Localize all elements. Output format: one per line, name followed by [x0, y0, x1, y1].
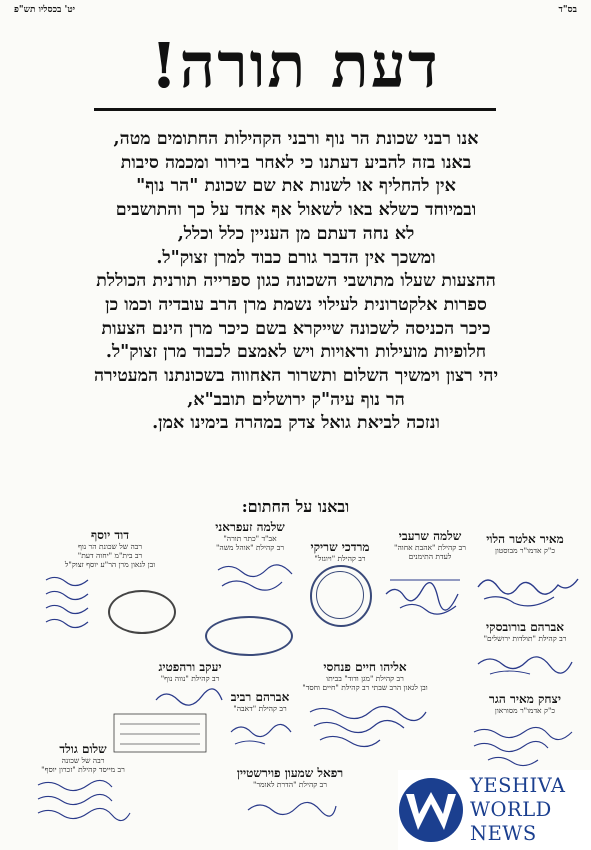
signature-handwriting	[300, 700, 440, 750]
signer-name: אליהו חיים פנחסי	[323, 660, 407, 674]
signature-handwriting	[210, 556, 310, 616]
signer-title: רב קהילת "הדרת לאומר"	[253, 780, 327, 789]
signature-eliyahu-pinchasi	[290, 660, 440, 692]
signature-handwriting	[30, 775, 140, 825]
signature-shlomo-zafrani	[195, 520, 305, 552]
signature-shlomo-sharabi	[380, 529, 480, 561]
signer-name: דוד יוסף	[90, 528, 130, 542]
signer-title: רב קהילת "דאבה"	[233, 704, 287, 713]
signature-handwriting	[225, 718, 300, 752]
rabbinical-stamp	[205, 616, 293, 656]
stamp-inner-ring	[316, 571, 364, 619]
signer-title: רב קהילת "אהבת אחוה" לעדת התימנים	[394, 543, 466, 561]
signer-name: שלמה זעפראני	[215, 520, 285, 534]
signature-handwriting	[380, 570, 475, 616]
signature-handwriting	[470, 650, 580, 680]
signer-title: כ"ק אדמו"ר מסוראון	[494, 706, 556, 715]
body-line: אין להחליף או לשנות את שם שכונת "הר נוף"	[136, 176, 456, 197]
signer-name: מאיר אלטר הלוי	[486, 532, 564, 546]
body-line: יהי רצון וימשיך השלום ותשרור האחווה בשכונתנו המעטירה	[93, 366, 499, 387]
signer-title: רבה של שכונה רב מייסד קהילת "זכרון יוסף"	[41, 756, 125, 774]
body-line: אנו רבני שכונת הר נוף ורבני הקהילות החתומים מטה,	[113, 129, 479, 149]
yeshiva-world-news-logo	[398, 770, 591, 850]
signer-title: רב קהילת "ויוגזל"	[314, 554, 366, 563]
signer-title: רב קהילת "תולדות ירושלים"	[483, 634, 567, 643]
signature-refael-shimon	[225, 766, 355, 789]
logo-wordmark	[470, 774, 566, 846]
signer-name: מרדכי שריקי	[310, 540, 370, 554]
signer-name: רפאל שמעון פוירשטיין	[236, 766, 344, 780]
body-line: ספרות אלקטרונית לעילוי נשמת מרן הרב עובדיה וכמו כן	[105, 294, 487, 315]
body-line: באנו בזה להביע דעתנו כי לאחר בירור ומכמה סיבות	[120, 152, 472, 173]
logo-line: WORLD	[470, 798, 552, 821]
signer-title: רב קהילת "נווה נוף"	[160, 674, 220, 683]
body-line: ובמיוחד כשלא באו לשאול אף אחד על כך והתושבים	[115, 200, 477, 221]
signature-shalom-gold	[28, 742, 138, 774]
signer-title: רב קהילת "מגן ודוד" בביתו ובן לגאון הרב שבתי רב קהילת "חיים וחסד"	[302, 674, 428, 692]
signature-handwriting	[470, 567, 580, 611]
body-line: חלופיות מועילות וראויות ויש לאמצם לכבוד מרן זצוק"ל.	[105, 342, 487, 363]
letter-body	[28, 128, 564, 436]
signature-handwriting	[40, 570, 110, 640]
signature-handwriting	[468, 722, 578, 770]
body-line: הר נוף עיה"ק ירושלים תובב"א,	[187, 389, 405, 410]
signature-avraham-borovsky	[470, 620, 580, 643]
body-line: ומשכך אין הדבר גורם כבוד למרן זצוק"ל.	[156, 247, 436, 268]
signer-title: אב"ד "כתר תורה" רב קהילת "אוהל משה"	[215, 534, 285, 552]
title-block	[94, 30, 496, 111]
logo-line: YESHIVA	[470, 774, 566, 797]
body-line: ההצעות שעלו מתושבי השכונה כגון ספרייה תורנית הכוללת	[96, 271, 496, 292]
signer-name: שלום גולד	[59, 742, 107, 756]
signature-avraham-rabiv	[215, 690, 305, 713]
signer-name: יעקב ורהפטיג	[158, 660, 222, 674]
body-line: לא נחה דעתם מן העניין כלל וכלל,	[177, 223, 415, 244]
body-line: כיכר הכניסה לשכונה שייקרא בשם כיכר מרן הינם הצעות	[101, 318, 491, 339]
ywn-logo-icon	[398, 774, 464, 846]
signer-title: רבה של שכונת הר נוף רב בית"מ "יחוה דעת" ובן לגאון מרן הר"ע יוסף זצוק"ל	[64, 542, 156, 569]
signature-david-yosef	[30, 528, 190, 569]
signer-name: יצחק מאיר הגר	[489, 692, 561, 706]
signature-yitzchak-meir-hager	[470, 692, 580, 715]
signatures-heading: ובאנו על החתום:	[241, 497, 350, 516]
body-line: ונזכה לביאת גואל צדק במהרה בימינו אמן.	[152, 413, 440, 434]
signer-name: אברהם רביב	[230, 690, 290, 704]
page-title: דעת תורה!	[150, 29, 440, 102]
date-header: יט' בכסליו תש"פ	[14, 5, 75, 15]
logo-line: NEWS	[470, 822, 537, 845]
signature-handwriting	[240, 794, 340, 824]
signer-name: שלמה שרעבי	[398, 529, 462, 543]
signer-name: אברהם בורובסקי	[486, 620, 564, 634]
signature-meir-alter	[470, 532, 580, 555]
signature-yaakov-wahrhaftig	[130, 660, 250, 683]
signer-title: כ"ק אדמו"ר מבוסטון	[494, 546, 556, 555]
bsd-header: בס"ד	[558, 5, 577, 15]
rabbinical-stamp	[108, 590, 176, 634]
